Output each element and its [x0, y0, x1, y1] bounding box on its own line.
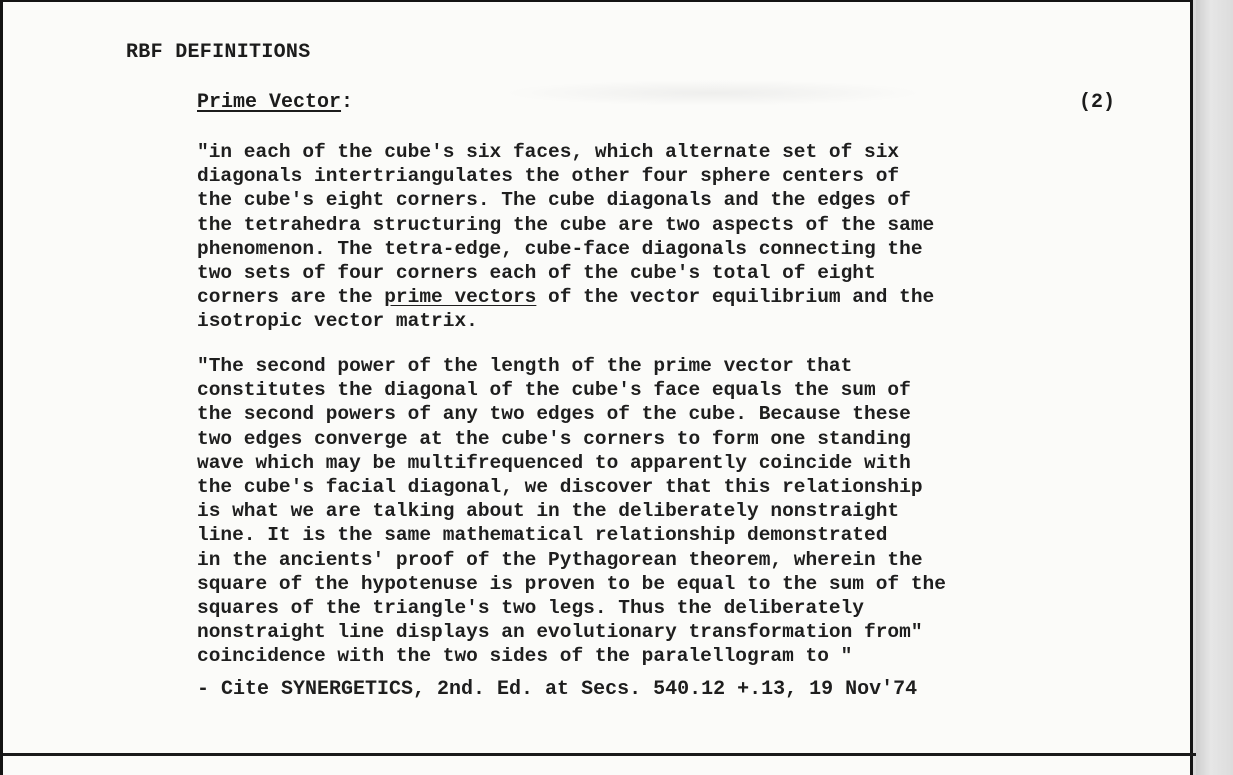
scan-background-strip — [1196, 0, 1233, 775]
quote-line: diagonals intertriangulates the other four sphere centers of — [197, 165, 900, 188]
citation: - Cite SYNERGETICS, 2nd. Ed. at Secs. 540.12 +.13, 19 Nov'74 — [197, 678, 918, 701]
quote-line: two edges converge at the cube's corners to form one standing — [197, 427, 911, 450]
quote-line: phenomenon. The tetra-edge, cube-face diagonals connecting the — [197, 237, 923, 260]
quote-line: constitutes the diagonal of the cube's face equals the sum of — [197, 379, 911, 402]
page-number: (2) — [1079, 91, 1116, 114]
quote-line: the tetrahedra structuring the cube are two aspects of the same — [197, 213, 935, 236]
quote-line: nonstraight line displays an evolutionary transformation from" — [197, 621, 923, 644]
document-heading: RBF DEFINITIONS — [126, 41, 311, 64]
quote-line: two sets of four corners each of the cube's total of eight — [197, 261, 876, 284]
quote-line: "The second power of the length of the prime vector that — [197, 355, 853, 377]
quote-line-end: of the vector equilibrium and the — [536, 286, 935, 309]
quote-line-start: corners are the — [197, 286, 385, 309]
term-suffix: : — [341, 91, 354, 114]
prime-vectors-emphasis: prime vectors — [384, 286, 537, 309]
quote-line: is what we are talking about in the deliberately nonstraight — [197, 500, 900, 523]
quote-line: the cube's facial diagonal, we discover that this relationship — [197, 475, 923, 498]
quote-line: wave which may be multifrequenced to apparently coincide with — [197, 451, 911, 474]
quote-paragraph-2 — [197, 354, 946, 668]
quote-line: isotropic vector matrix. — [197, 310, 478, 333]
bottom-border-rule — [3, 753, 1196, 756]
quote-line: the second powers of any two edges of the cube. Because these — [197, 403, 911, 426]
term-title — [197, 91, 353, 114]
quote-line: "in each of the cube's six faces, which alternate set of six — [197, 141, 900, 163]
quote-line: squares of the triangle's two legs. Thus the deliberately — [197, 596, 865, 619]
scan-smudge — [503, 80, 923, 106]
quote-line: the cube's eight corners. The cube diagonals and the edges of — [197, 189, 911, 212]
quote-line: square of the hypotenuse is proven to be equal to the sum of the — [197, 572, 946, 595]
quote-line — [197, 285, 934, 309]
quote-line: line. It is the same mathematical relationship demonstrated — [197, 524, 888, 547]
quote-paragraph-1 — [197, 140, 934, 334]
quote-line: in the ancients' proof of the Pythagorean theorem, wherein the — [197, 548, 923, 571]
term-name: Prime Vector — [197, 91, 342, 114]
quote-line: coincidence with the two sides of the paralellogram to " — [197, 645, 853, 668]
